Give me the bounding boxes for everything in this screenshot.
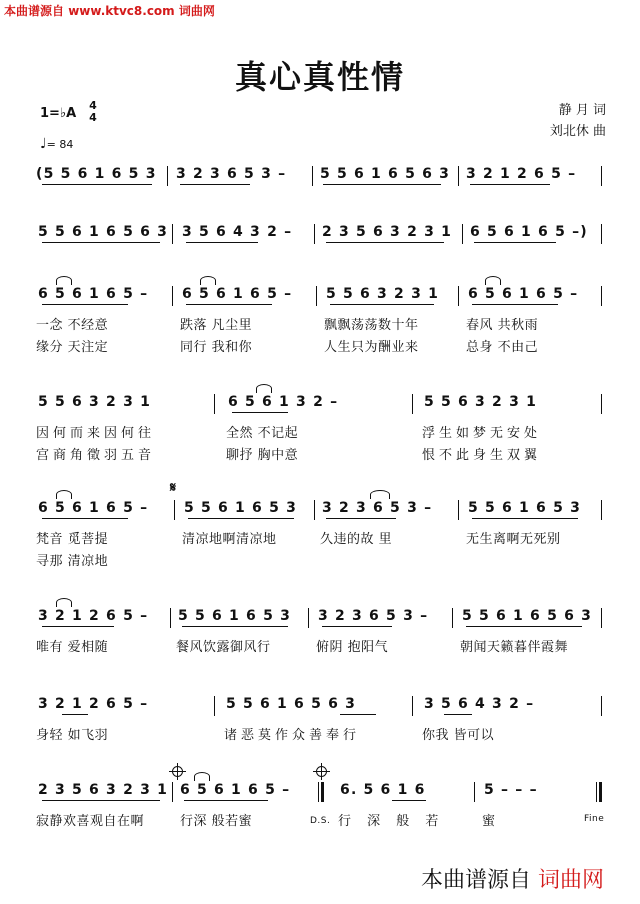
barline [214,394,215,414]
beam [186,242,258,243]
barline [412,696,413,716]
score-system-2 [0,224,640,246]
beam [42,242,160,243]
barline [452,608,453,628]
measure: 3 2 1 2 6 5 – [466,166,577,182]
barline [601,696,602,716]
beam [326,518,396,519]
beam [466,626,582,627]
quarter-note-icon: ♩ [40,136,47,152]
barline [601,224,602,244]
footer-site: 词曲网 [537,868,604,893]
barline [458,286,459,306]
measure: 5 5 6 3 2 3 1 [326,286,440,302]
lyric: 同行 我和你 [180,340,253,355]
tie [200,276,216,285]
barline [167,166,168,186]
tie [256,384,272,393]
barline [214,696,215,716]
beam [326,242,444,243]
barline [412,394,413,414]
barline [312,166,313,186]
footer-watermark [421,863,604,894]
ds-marking: D.S. [310,816,331,826]
site-header [4,2,215,19]
tempo-value: = 84 [46,138,74,151]
measure: 3 5 6 4 3 2 – [182,224,293,240]
measure: 6 5 6 1 6 5 –) [470,224,588,240]
barline [316,286,317,306]
lyric: 恨不此身生双翼 [422,448,542,463]
measure: 6 5 6 1 6 5 – [468,286,579,302]
tie [56,598,72,607]
lyric: 春风 共秋雨 [466,318,539,333]
measure: 3 2 3 6 5 3 – [176,166,287,182]
lyric: 身轻 如飞羽 [36,728,109,743]
measure: 5 – – – [484,782,538,798]
lyric: 行深 般若蜜 [180,814,253,829]
barline [318,782,319,802]
score-system-6 [0,608,640,658]
beam [340,714,376,715]
beam [42,800,160,801]
lyric: 清凉地啊清凉地 [182,532,277,547]
measure: 5 5 6 1 6 5 3 [184,500,298,516]
score-system-3 [0,286,640,356]
beam [472,304,558,305]
time-signature [88,100,98,124]
score-system-4 [0,394,640,464]
tie [370,490,390,499]
lyric: 总身 不由己 [466,340,539,355]
beam [472,518,578,519]
beam [188,518,294,519]
barline [601,286,602,306]
song-title: 真心真性情 [234,58,405,96]
lyric: 浮生如梦无安处 [422,426,542,441]
measure: 6. 5 6 1 6 [340,782,426,798]
barline [462,224,463,244]
lyricist-credit: 静 月 词 [558,103,606,118]
footer-source: 本曲谱源自 [420,868,531,893]
beam [444,714,472,715]
lyric: 飘飘荡荡数十年 [324,318,419,333]
tie [56,276,72,285]
lyric: 俯阴 抱阳气 [316,640,389,655]
measure: 3 2 3 6 5 3 – [318,608,429,624]
measure: 5 5 6 1 6 5 6 3 [462,608,593,624]
lyric: 一念 不经意 [36,318,109,333]
beam [470,184,550,185]
barline [172,224,173,244]
lyric: 你我 皆可以 [422,728,495,743]
lyric: 人生只为酬业来 [324,340,419,355]
barline [601,166,602,186]
beam [42,184,152,185]
beam [42,518,128,519]
time-signature-bottom: 4 [89,111,97,124]
lyric: 宫商角徵羽五音 [36,448,156,463]
score-system-5 [0,480,640,570]
lyric: 行 深 般 若 [338,814,445,829]
beam [186,304,272,305]
lyric: 寻那 清凉地 [36,554,109,569]
barline [601,608,602,628]
measure: 6 5 6 1 6 5 – [38,500,149,516]
barline [174,500,175,520]
barline [474,782,475,802]
beam [182,626,288,627]
tie [56,490,72,499]
site-name: 本曲谱源自 [4,4,65,18]
tie [485,276,501,285]
measure: 6 5 6 1 6 5 – [182,286,293,302]
lyric: 餐风饮露御风行 [176,640,271,655]
lyric: 全然 不记起 [226,426,299,441]
lyric: 缘分 天注定 [36,340,109,355]
segno-icon: 𝄋 [170,480,177,496]
site-url[interactable]: www.ktvc8.com [68,4,175,18]
beam [474,242,556,243]
beam [323,184,441,185]
coda-icon [172,766,183,777]
barline [172,782,173,802]
measure: 5 5 6 1 6 5 6 3 [226,696,357,712]
site-label: 词曲网 [178,4,215,18]
measure: 5 5 6 1 6 5 6 3 [38,224,169,240]
barline [596,782,597,802]
measure: 3 5 6 4 3 2 – [424,696,535,712]
barline [314,224,315,244]
measure: 2 3 5 6 3 2 3 1 [322,224,453,240]
barline [458,500,459,520]
measure: 5 5 6 1 6 5 3 [178,608,292,624]
measure: 5 5 6 1 6 5 6 3 [320,166,451,182]
composer-credit: 刘北休 曲 [549,124,606,139]
lyric: 寂静欢喜观自在啊 [36,814,145,829]
time-signature-top: 4 [89,99,97,112]
beam [184,800,268,801]
credits [550,100,606,142]
beam [42,626,114,627]
measure: 5 5 6 3 2 3 1 [38,394,152,410]
barline [172,286,173,306]
barline [601,394,602,414]
barline [170,608,171,628]
coda-icon [316,766,327,777]
lyric: 唯有 爱相随 [36,640,109,655]
lyric: 跌落 凡尘里 [180,318,253,333]
beam [330,304,434,305]
final-barline [599,782,602,802]
measure: 3 2 1 2 6 5 – [38,696,149,712]
tempo-marking [40,136,73,152]
measure: 3 2 3 6 5 3 – [322,500,433,516]
lyric: 无生离啊无死别 [466,532,561,547]
lyric: 因何而来因何往 [36,426,156,441]
beam [62,714,88,715]
score-system-1 [0,166,640,188]
lyric: 诸恶莫作众善奉行 [224,728,361,743]
score-system-7 [0,696,640,746]
barline [601,500,602,520]
beam [42,304,128,305]
measure: 2 3 5 6 3 2 3 1 [38,782,169,798]
measure: 6 5 6 1 3 2 – [228,394,339,410]
measure: 6 5 6 1 6 5 – [38,286,149,302]
beam [232,412,288,413]
lyric: 梵音 觅菩提 [36,532,109,547]
lyric: 朝闻天籁暮伴霞舞 [460,640,569,655]
lyric: 久违的故 里 [320,532,393,547]
measure: 5 5 6 3 2 3 1 [424,394,538,410]
barline [321,782,324,802]
measure: (5 5 6 1 6 5 3 [36,166,157,182]
tie [194,772,210,781]
measure: 3 2 1 2 6 5 – [38,608,149,624]
score-system-8 [0,782,640,832]
key-signature: 1=♭A [40,106,77,121]
barline [314,500,315,520]
beam [180,184,250,185]
measure: 5 5 6 1 6 5 3 [468,500,582,516]
lyric: 蜜 [482,814,496,829]
lyric: 聊抒 胸中意 [226,448,299,463]
beam [392,800,426,801]
fine-marking: Fine [584,814,605,824]
barline [308,608,309,628]
beam [322,626,392,627]
barline [458,166,459,186]
measure: 6 5 6 1 6 5 – [180,782,291,798]
